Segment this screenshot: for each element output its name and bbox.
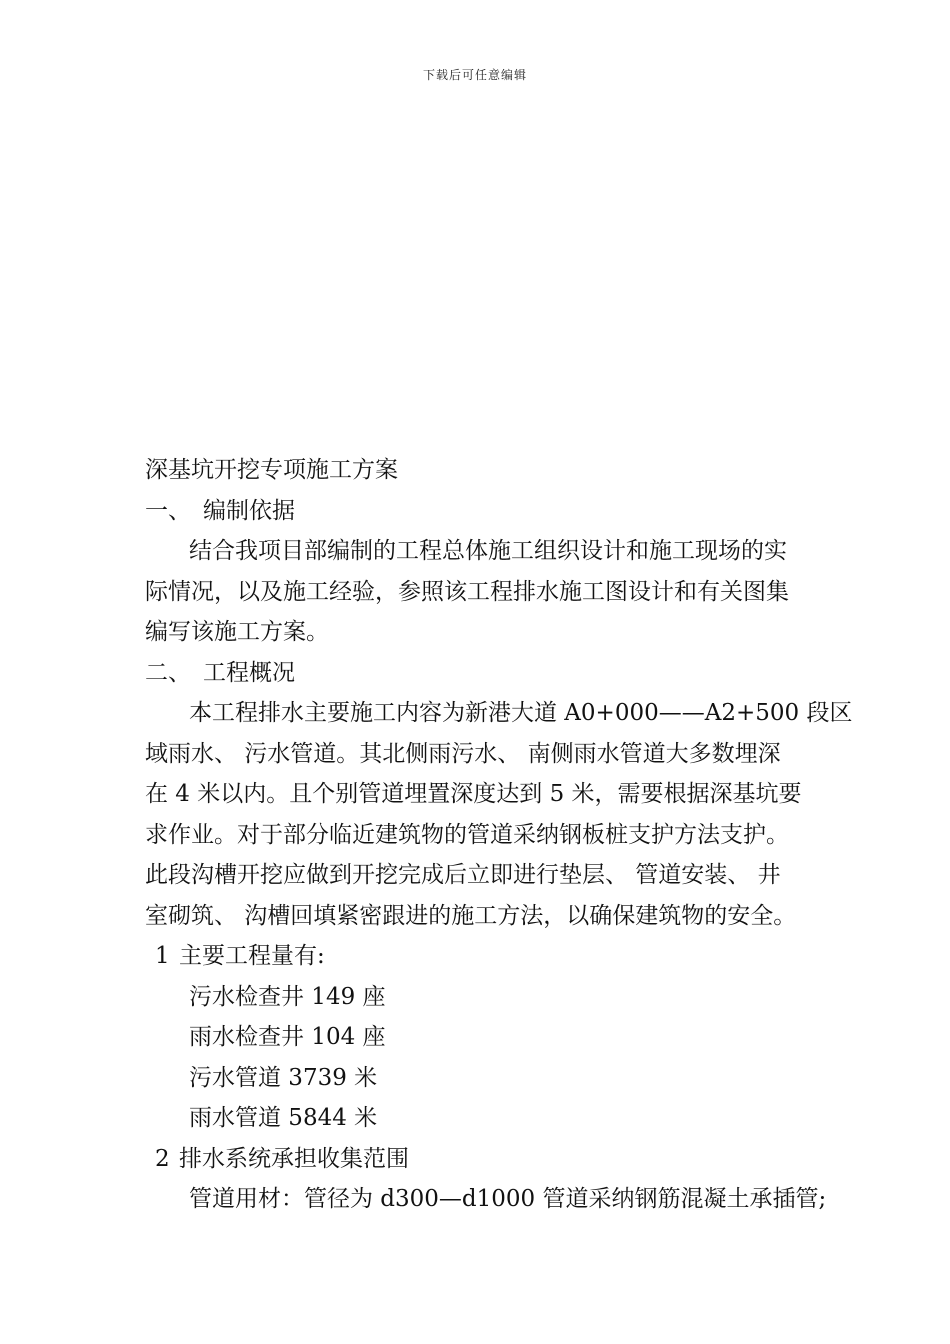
page-header-note: 下载后可任意编辑 (422, 68, 527, 82)
list-number: 1 (155, 943, 170, 969)
paragraph-line: 结合我项目部编制的工程总体施工组织设计和施工现场的实 (189, 538, 787, 564)
paragraph-line: 际情况，以及施工经验，参照该工程排水施工图设计和有关图集 (145, 578, 789, 605)
list-title: 主要工程量有: (179, 943, 325, 969)
list-title: 排水系统承担收集范围 (179, 1145, 409, 1172)
section-heading-overview (145, 653, 805, 694)
quantity-item: 污水检查井 149 座 (189, 983, 386, 1010)
paragraph-line: 求作业。对于部分临近建筑物的管道采纳钢板桩支护方法支护。 (145, 821, 789, 848)
quantity-item: 污水管道 3739 米 (189, 1064, 378, 1091)
list-number: 2 (155, 1145, 170, 1172)
list-heading-quantities (145, 936, 805, 977)
quantity-item: 雨水检查井 104 座 (189, 1024, 386, 1050)
document-title: 深基坑开挖专项施工方案 (145, 457, 398, 483)
paragraph-line: 本工程排水主要施工内容为新港大道 A0+000——A2+500 段区 (189, 700, 853, 726)
paragraph-line: 域雨水、 污水管道。其北侧雨污水、 南侧雨水管道大多数埋深 (145, 740, 781, 767)
paragraph-line: 在 4 米以内。且个别管道埋置深度达到 5 米，需要根据深基坑要 (145, 781, 802, 807)
document-body (145, 450, 853, 1220)
section-title: 编制依据 (203, 497, 295, 524)
paragraph-line: 管道用材：管径为 d300—d1000 管道采纳钢筋混凝土承插管; (189, 1186, 827, 1212)
quantity-item: 雨水管道 5844 米 (189, 1105, 378, 1131)
section-number: 二、 (145, 659, 191, 686)
section-heading-basis (145, 491, 805, 532)
paragraph-line: 室砌筑、 沟槽回填紧密跟进的施工方法，以确保建筑物的安全。 (145, 902, 797, 929)
list-heading-drainage-scope (145, 1139, 805, 1180)
section-number: 一、 (145, 497, 191, 524)
paragraph-line: 此段沟槽开挖应做到开挖完成后立即进行垫层、 管道安装、 井 (145, 862, 781, 888)
section-title: 工程概况 (203, 659, 295, 686)
paragraph-line: 编写该施工方案。 (145, 619, 329, 645)
